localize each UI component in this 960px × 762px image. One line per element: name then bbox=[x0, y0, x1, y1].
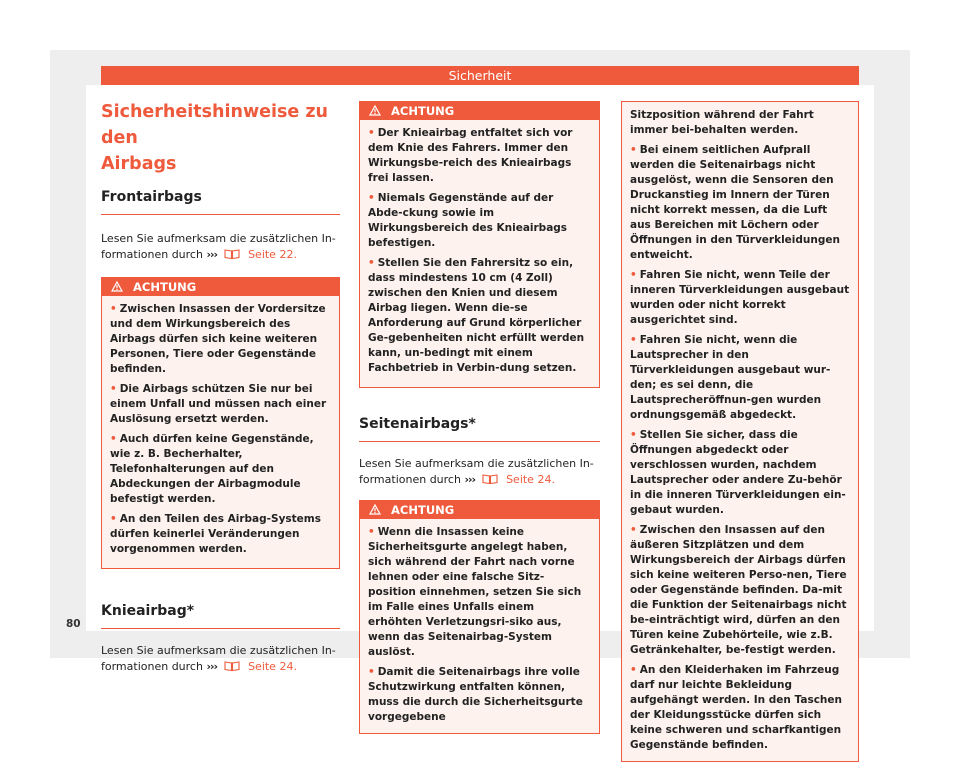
warning-item: • An den Teilen des Airbag-Systems dürfen keinerlei Veränderungen vorgenommen werden. bbox=[110, 513, 321, 555]
page-reference-link[interactable]: Seite 24. bbox=[248, 660, 297, 673]
main-title bbox=[101, 99, 340, 177]
warning-body bbox=[622, 102, 858, 761]
warning-item: • Die Airbags schützen Sie nur bei einem Unfall und müssen nach einer Auslösung ersetzt werden. bbox=[110, 383, 327, 425]
warning-item: • Damit die Seitenairbags ihre volle Schutzwirkung entfalten können, muss die durch die Sicherheitsgurte vorgegebene bbox=[368, 666, 583, 723]
warning-item: • Bei einem seitlichen Aufprall werden die Seitenairbags nicht ausgelöst, wenn die Sensoren den Druckanstieg im Innern der Türen nicht korrekt messen, da die Luft aus Bereichen mit Löchern oder Öffnungen in den Türverkleidungen entweicht. bbox=[630, 144, 840, 261]
warning-box-frontairbags bbox=[101, 277, 340, 569]
warning-triangle-icon bbox=[111, 281, 123, 292]
warning-header bbox=[102, 278, 339, 296]
warning-item: • Auch dürfen keine Gegenstände, wie z. B. Becherhalter, Telefonhalterungen auf den Abdeckungen der Airbagmodule befestigt werden. bbox=[110, 433, 314, 505]
warning-item: • Fahren Sie nicht, wenn Teile der inneren Türverkleidungen ausgebaut wurden oder nicht korrekt ausgerichtet sind. bbox=[630, 269, 850, 326]
warning-body bbox=[102, 296, 339, 568]
warning-item: • Zwischen Insassen der Vordersitze und dem Wirkungsbereich des Airbags dürfen sich keine weiteren Personen, Tiere oder Gegenstände befinden. bbox=[110, 303, 326, 375]
page-reference-link[interactable]: Seite 22. bbox=[248, 248, 297, 261]
warning-item: • Niemals Gegenstände auf der Abde-ckung sowie im Wirkungsbereich des Knieairbags befestigen. bbox=[368, 192, 568, 249]
arrow-glyphs: ››› bbox=[206, 248, 218, 261]
warning-label: ACHTUNG bbox=[391, 503, 455, 517]
chapter-header: Sicherheit bbox=[101, 66, 859, 85]
warning-body bbox=[360, 120, 599, 387]
warning-box-seitenairbags bbox=[359, 500, 600, 734]
warning-header bbox=[360, 102, 599, 120]
paragraph-text: Lesen Sie aufmerksam die zusätzlichen In-formationen durch bbox=[101, 232, 336, 261]
frontairbags-heading: Frontairbags bbox=[101, 189, 340, 215]
warning-triangle-icon bbox=[369, 105, 381, 116]
warning-item: • Wenn die Insassen keine Sicherheitsgurte angelegt haben, sich während der Fahrt nach vorne lehnen oder eine falsche Sitz-position einnehmen, setzen Sie sich im Falle eines Unfalls einem erhöhten Verletzungsri-siko aus, wenn das Seitenairbag-System auslöst. bbox=[368, 526, 582, 658]
knieairbag-heading: Knieairbag* bbox=[101, 603, 340, 629]
book-icon bbox=[224, 661, 240, 671]
book-icon bbox=[482, 474, 498, 484]
warning-body bbox=[360, 519, 599, 733]
column-3 bbox=[621, 101, 859, 762]
paragraph-text: Lesen Sie aufmerksam die zusätzlichen In-formationen durch bbox=[359, 457, 594, 486]
warning-item: • Stellen Sie sicher, dass die Öffnungen abgedeckt oder verschlossen wurden, nachdem Lautsprecher oder andere Zu-behör in die inneren Türverkleidungen ein-gebaut wurden. bbox=[630, 429, 846, 516]
knieairbag-paragraph bbox=[101, 643, 340, 675]
main-title-line-1: Sicherheitshinweise zu den bbox=[101, 102, 329, 148]
arrow-glyphs: ››› bbox=[206, 660, 218, 673]
paragraph-text: Lesen Sie aufmerksam die zusätzlichen In-formationen durch bbox=[101, 644, 336, 673]
book-icon bbox=[224, 249, 240, 259]
warning-item: • Stellen Sie den Fahrersitz so ein, dass mindestens 10 cm (4 Zoll) zwischen den Knien und diesem Airbag liegen. Wenn die-se Anforderung auf Grund körperlicher Ge-gebenheiten nicht erfüllt werden kann, un-bedingt mit einem Fachbetrieb in Verbin-dung setzen. bbox=[368, 257, 585, 374]
warning-item: • Fahren Sie nicht, wenn die Lautsprecher in den Türverkleidungen ausgebaut wur-den; es sei denn, die Lautsprecheröffnun-gen wurden ordnungsgemäß abgedeckt. bbox=[630, 334, 831, 421]
main-title-line-2: Airbags bbox=[101, 154, 177, 174]
warning-box-knieairbag bbox=[359, 101, 600, 388]
warning-item: • Zwischen den Insassen auf den äußeren Sitzplätzen und dem Wirkungsbereich der Airbags dürfen sich keine weiteren Perso-nen, Tiere oder Gegenstände befinden. Da-mit die Funktion der Seitenairbags nicht be-einträchtigt wird, dürfen an den Türen keine Zubehörteile, wie z.B. Getränkehalter, be-festigt werden. bbox=[630, 524, 847, 656]
page bbox=[86, 85, 874, 751]
warning-box-continued bbox=[621, 101, 859, 762]
warning-header bbox=[360, 501, 599, 519]
seitenairbags-heading: Seitenairbags* bbox=[359, 416, 600, 442]
column-2 bbox=[359, 101, 600, 734]
warning-continuation: Sitzposition während der Fahrt immer bei-behalten werden. bbox=[630, 109, 814, 136]
arrow-glyphs: ››› bbox=[464, 473, 476, 486]
warning-item: • An den Kleiderhaken im Fahrzeug darf nur leichte Bekleidung aufgehängt werden. In den Taschen der Kleidungsstücke dürfen sich keine schweren und scharfkantigen Gegenstände befinden. bbox=[630, 664, 842, 751]
warning-label: ACHTUNG bbox=[391, 104, 455, 118]
frontairbags-paragraph bbox=[101, 231, 340, 263]
page-number: 80 bbox=[66, 618, 81, 630]
warning-item: • Der Knieairbag entfaltet sich vor dem Knie des Fahrers. Immer den Wirkungsbe-reich des Knieairbags frei lassen. bbox=[368, 127, 573, 184]
seitenairbags-paragraph bbox=[359, 456, 600, 488]
warning-label: ACHTUNG bbox=[133, 280, 197, 294]
column-1 bbox=[101, 85, 340, 675]
warning-triangle-icon bbox=[369, 504, 381, 515]
page-reference-link[interactable]: Seite 24. bbox=[506, 473, 555, 486]
